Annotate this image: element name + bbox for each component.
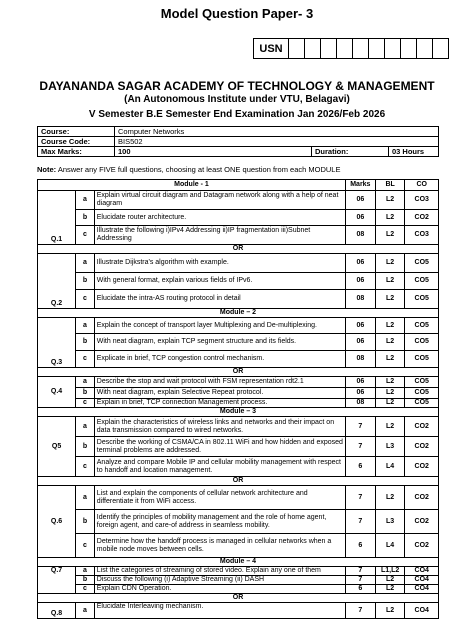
question-text: Elucidate router architecture. bbox=[94, 210, 345, 226]
or-separator: OR bbox=[38, 477, 439, 486]
subquestion-letter: c bbox=[76, 290, 95, 309]
question-text: Explain CDN Operation. bbox=[94, 585, 345, 594]
question-bl: L2 bbox=[375, 334, 405, 351]
question-marks: 6 bbox=[345, 457, 375, 477]
module-heading: Module – 4 bbox=[38, 558, 439, 567]
question-bl: L2 bbox=[375, 417, 405, 437]
question-marks: 08 bbox=[345, 290, 375, 309]
question-text: Explicate in brief, TCP congestion control mechanism. bbox=[94, 351, 345, 368]
paper-title: Model Question Paper- 3 bbox=[160, 6, 314, 21]
question-marks: 7 bbox=[345, 437, 375, 457]
question-text: Elucidate Interleaving mechanism. bbox=[94, 603, 345, 619]
subquestion-letter: b bbox=[76, 210, 95, 226]
usn-cell bbox=[417, 39, 433, 59]
question-bl: L2 bbox=[375, 486, 405, 510]
subquestion-letter: b bbox=[76, 437, 95, 457]
subquestion-letter: c bbox=[76, 351, 95, 368]
question-text: Determine how the handoff process is managed in cellular networks when a mobile node moves between cells. bbox=[94, 534, 345, 558]
question-bl: L2 bbox=[375, 351, 405, 368]
question-co: CO5 bbox=[405, 399, 439, 408]
co-header: CO bbox=[405, 180, 439, 191]
duration-value: 03 Hours bbox=[389, 147, 439, 157]
usn-cell bbox=[337, 39, 353, 59]
question-bl: L2 bbox=[375, 377, 405, 388]
institute-name: DAYANANDA SAGAR ACADEMY OF TECHNOLOGY & MANAGEMENT bbox=[39, 79, 435, 93]
question-co: CO5 bbox=[405, 388, 439, 399]
question-marks: 7 bbox=[345, 417, 375, 437]
question-bl: L2 bbox=[375, 210, 405, 226]
question-number: Q.1 bbox=[38, 191, 76, 245]
usn-cell bbox=[401, 39, 417, 59]
question-bl: L2 bbox=[375, 576, 405, 585]
question-bl: L1,L2 bbox=[375, 567, 405, 576]
subquestion-letter: c bbox=[76, 226, 95, 245]
question-bl: L2 bbox=[375, 603, 405, 619]
subquestion-letter: a bbox=[76, 417, 95, 437]
course-label: Course: bbox=[38, 127, 115, 137]
question-marks: 7 bbox=[345, 576, 375, 585]
question-number: Q.3 bbox=[38, 318, 76, 368]
question-bl: L4 bbox=[375, 457, 405, 477]
question-co: CO5 bbox=[405, 351, 439, 368]
or-separator: OR bbox=[38, 594, 439, 603]
question-number: Q.8 bbox=[38, 603, 76, 619]
question-marks: 06 bbox=[345, 210, 375, 226]
question-co: CO2 bbox=[405, 486, 439, 510]
course-value: Computer Networks bbox=[115, 127, 439, 137]
question-marks: 06 bbox=[345, 318, 375, 334]
question-marks: 7 bbox=[345, 567, 375, 576]
bl-header: BL bbox=[375, 180, 405, 191]
question-marks: 06 bbox=[345, 388, 375, 399]
course-info-table bbox=[37, 126, 439, 157]
question-co: CO4 bbox=[405, 576, 439, 585]
question-text: Illustrate Dijkstra's algorithm with example. bbox=[94, 254, 345, 273]
subquestion-letter: b bbox=[76, 576, 95, 585]
question-co: CO4 bbox=[405, 585, 439, 594]
module-heading: Module – 2 bbox=[38, 309, 439, 318]
marks-header: Marks bbox=[345, 180, 375, 191]
subquestion-letter: a bbox=[76, 377, 95, 388]
question-co: CO2 bbox=[405, 437, 439, 457]
usn-box bbox=[253, 38, 449, 59]
question-co: CO3 bbox=[405, 226, 439, 245]
question-text: Explain virtual circuit diagram and Datagram network along with a help of neat diagram bbox=[94, 191, 345, 210]
subquestion-letter: c bbox=[76, 534, 95, 558]
question-marks: 06 bbox=[345, 273, 375, 290]
subquestion-letter: c bbox=[76, 585, 95, 594]
question-co: CO5 bbox=[405, 318, 439, 334]
question-co: CO2 bbox=[405, 210, 439, 226]
question-bl: L2 bbox=[375, 318, 405, 334]
subquestion-letter: b bbox=[76, 334, 95, 351]
question-co: CO4 bbox=[405, 603, 439, 619]
question-text: Describe the stop and wait protocol with FSM representation rdt2.1 bbox=[94, 377, 345, 388]
question-text: Describe the working of CSMA/CA in 802.11 WiFi and how hidden and exposed terminal problems are addressed. bbox=[94, 437, 345, 457]
question-number: Q.4 bbox=[38, 377, 76, 408]
duration-label: Duration: bbox=[312, 147, 389, 157]
question-co: CO5 bbox=[405, 377, 439, 388]
question-marks: 06 bbox=[345, 377, 375, 388]
question-co: CO5 bbox=[405, 334, 439, 351]
or-separator: OR bbox=[38, 368, 439, 377]
question-text: Explain the characteristics of wireless links and networks and their impact on data transmission compared to wired networks. bbox=[94, 417, 345, 437]
question-bl: L2 bbox=[375, 254, 405, 273]
exam-title: V Semester B.E Semester End Examination Jan 2026/Feb 2026 bbox=[88, 109, 386, 120]
marks-label: Max Marks: bbox=[38, 147, 115, 157]
affiliation: (An Autonomous Institute under VTU, Belagavi) bbox=[124, 94, 350, 105]
question-number: Q.6 bbox=[38, 486, 76, 558]
question-text: Analyze and compare Mobile IP and cellular mobility management with respect to handoff and location management. bbox=[94, 457, 345, 477]
question-text: With neat diagram, explain Selective Repeat protocol. bbox=[94, 388, 345, 399]
question-number: Q.2 bbox=[38, 254, 76, 309]
usn-cell bbox=[353, 39, 369, 59]
usn-cell bbox=[289, 39, 305, 59]
question-marks: 06 bbox=[345, 191, 375, 210]
question-bl: L4 bbox=[375, 534, 405, 558]
subquestion-letter: b bbox=[76, 510, 95, 534]
question-bl: L2 bbox=[375, 191, 405, 210]
question-marks: 06 bbox=[345, 334, 375, 351]
question-bl: L3 bbox=[375, 437, 405, 457]
or-separator: OR bbox=[38, 245, 439, 254]
question-co: CO4 bbox=[405, 567, 439, 576]
question-text: With general format, explain various fields of IPv6. bbox=[94, 273, 345, 290]
instructions-note bbox=[37, 165, 340, 174]
question-text: List and explain the components of cellular network architecture and differentiate it from WiFi access. bbox=[94, 486, 345, 510]
question-co: CO5 bbox=[405, 254, 439, 273]
question-marks: 08 bbox=[345, 399, 375, 408]
usn-cell bbox=[321, 39, 337, 59]
question-co: CO2 bbox=[405, 417, 439, 437]
usn-cell bbox=[433, 39, 449, 59]
subquestion-letter: a bbox=[76, 486, 95, 510]
question-marks: 7 bbox=[345, 510, 375, 534]
usn-cell bbox=[369, 39, 385, 59]
question-text: Explain the concept of transport layer Multiplexing and De-multiplexing. bbox=[94, 318, 345, 334]
question-number: Q5 bbox=[38, 417, 76, 477]
question-bl: L2 bbox=[375, 290, 405, 309]
question-bl: L2 bbox=[375, 399, 405, 408]
code-value: BIS502 bbox=[115, 137, 439, 147]
subquestion-letter: b bbox=[76, 273, 95, 290]
question-co: CO5 bbox=[405, 273, 439, 290]
question-text: List the categories of streaming of stored video. Explain any one of them bbox=[94, 567, 345, 576]
note-text: Answer any FIVE full questions, choosing at least ONE question from each MODULE bbox=[57, 165, 341, 174]
subquestion-letter: c bbox=[76, 399, 95, 408]
question-text: Illustrate the following i)IPv4 Addressing ii)IP fragmentation iii)Subnet Addressing bbox=[94, 226, 345, 245]
subquestion-letter: a bbox=[76, 567, 95, 576]
question-bl: L3 bbox=[375, 510, 405, 534]
question-text: Elucidate the intra-AS routing protocol in detail bbox=[94, 290, 345, 309]
subquestion-letter: a bbox=[76, 603, 95, 619]
question-text: Explain in brief, TCP connection Management process. bbox=[94, 399, 345, 408]
question-text: Discuss the following (i) Adaptive Streaming (ii) DASH bbox=[94, 576, 345, 585]
question-bl: L2 bbox=[375, 226, 405, 245]
question-co: CO3 bbox=[405, 191, 439, 210]
module-heading: Module - 1 bbox=[38, 180, 346, 191]
question-bl: L2 bbox=[375, 388, 405, 399]
question-marks: 08 bbox=[345, 351, 375, 368]
question-bl: L2 bbox=[375, 273, 405, 290]
question-marks: 7 bbox=[345, 486, 375, 510]
question-text: With neat diagram, explain TCP segment structure and its fields. bbox=[94, 334, 345, 351]
usn-cell bbox=[305, 39, 321, 59]
subquestion-letter: c bbox=[76, 457, 95, 477]
question-marks: 06 bbox=[345, 254, 375, 273]
subquestion-letter: b bbox=[76, 388, 95, 399]
subquestion-letter: a bbox=[76, 191, 95, 210]
question-bl: L2 bbox=[375, 585, 405, 594]
question-co: CO2 bbox=[405, 534, 439, 558]
marks-value: 100 bbox=[115, 147, 312, 157]
code-label: Course Code: bbox=[38, 137, 115, 147]
question-marks: 08 bbox=[345, 226, 375, 245]
subquestion-letter: a bbox=[76, 318, 95, 334]
usn-label: USN bbox=[254, 39, 289, 59]
question-marks: 6 bbox=[345, 585, 375, 594]
usn-cell bbox=[385, 39, 401, 59]
question-number: Q.7 bbox=[38, 567, 76, 594]
question-table bbox=[37, 179, 439, 619]
question-marks: 7 bbox=[345, 603, 375, 619]
module-heading: Module – 3 bbox=[38, 408, 439, 417]
question-co: CO5 bbox=[405, 290, 439, 309]
question-marks: 6 bbox=[345, 534, 375, 558]
note-prefix: Note: bbox=[37, 165, 57, 174]
subquestion-letter: a bbox=[76, 254, 95, 273]
question-co: CO2 bbox=[405, 457, 439, 477]
question-text: Identify the principles of mobility management and the role of home agent, foreign agent, and care-of address in seamless mobility. bbox=[94, 510, 345, 534]
question-co: CO2 bbox=[405, 510, 439, 534]
